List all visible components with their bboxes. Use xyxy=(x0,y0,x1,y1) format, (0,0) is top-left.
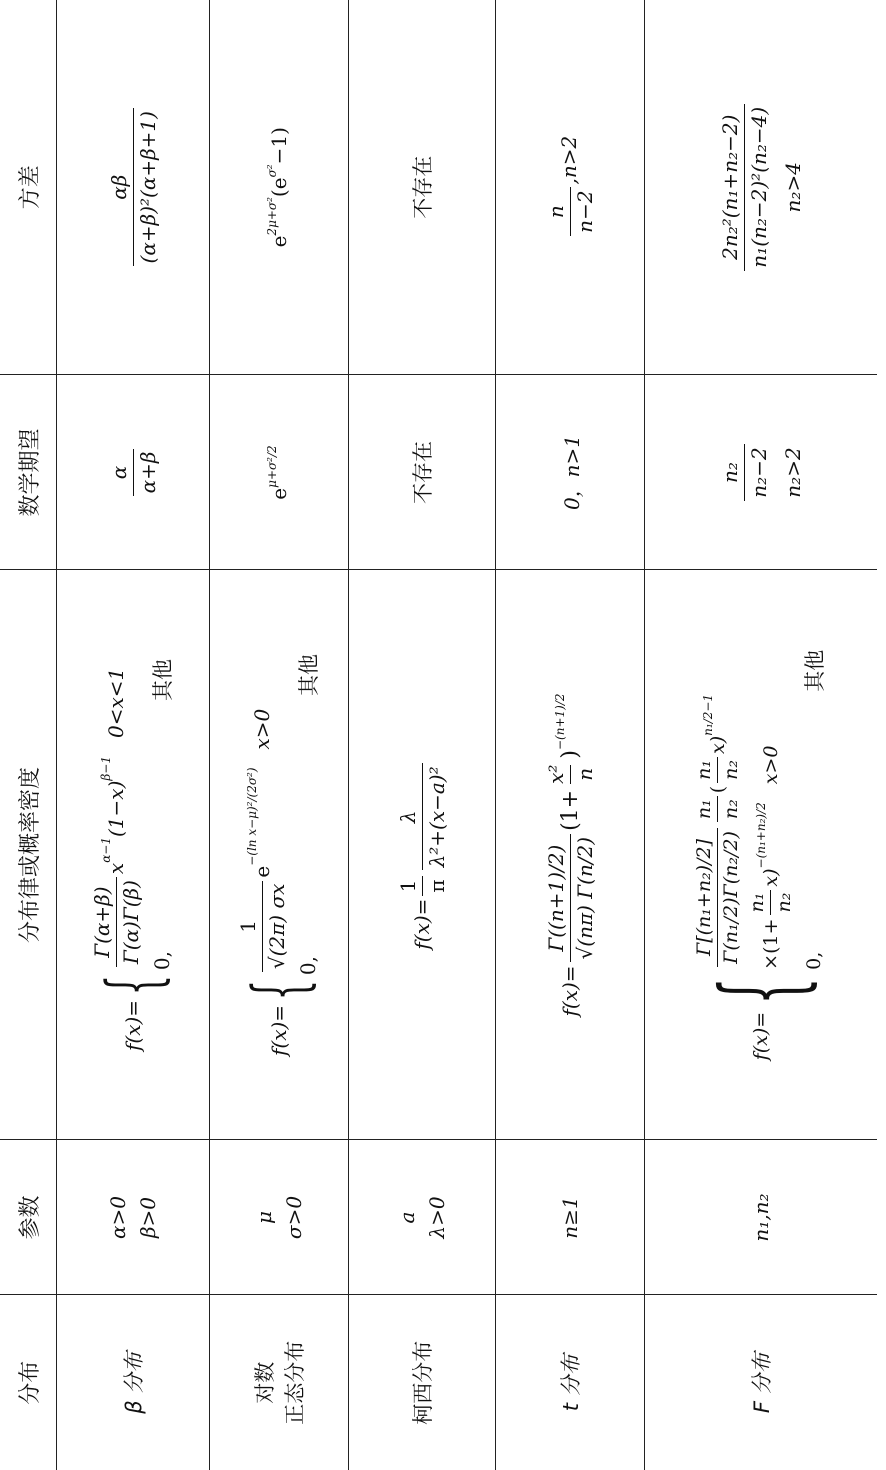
pdf-zero: 0, xyxy=(149,951,174,971)
params-cell xyxy=(57,1140,210,1295)
params-cell xyxy=(496,1140,645,1295)
pdf-cell xyxy=(57,570,210,1140)
coef-den: √(2π) σx xyxy=(262,881,289,973)
pdf-lead: f(x)= xyxy=(750,1011,772,1061)
pdf-zero: 0, xyxy=(295,956,320,976)
var-num: 2n₂²(n₁+n₂−2) xyxy=(717,114,742,260)
coef-den: Γ(α)Γ(β) xyxy=(116,877,143,967)
params-cell xyxy=(210,1140,349,1295)
pdf-cond: x>0 xyxy=(759,745,782,785)
pdf-tail-sup: α−1 xyxy=(99,837,113,863)
param: n₁,n₂ xyxy=(749,1193,773,1242)
mid2-num: n₁ xyxy=(693,759,715,780)
line2-sup: −(n₁+n₂)/2 xyxy=(753,802,768,869)
mean-den: α+β xyxy=(133,449,160,497)
variance-cell xyxy=(496,0,645,375)
pdf-den: λ²+(x−a)² xyxy=(422,763,449,870)
param: n≥1 xyxy=(558,1196,582,1239)
mean-cell: 不存在 xyxy=(349,375,496,570)
mid2-den: n₂ xyxy=(717,757,742,783)
var-sup: 2μ+σ² xyxy=(265,197,279,236)
var-tail: (e xyxy=(267,177,291,198)
mean-cell xyxy=(57,375,210,570)
pdf-other: 其他 xyxy=(803,649,827,692)
coef-num: Γ(α+β) xyxy=(89,886,114,958)
table-row xyxy=(349,0,496,1470)
coef-num: 1 xyxy=(395,879,420,893)
left-brace-icon: { xyxy=(697,976,825,1005)
mean-cond: n₂>2 xyxy=(780,447,805,498)
table-row xyxy=(57,0,210,1470)
var-tail-sup: σ² xyxy=(265,164,279,178)
mean-num: n₂ xyxy=(717,462,742,483)
var-den: n₁(n₂−2)²(n₂−4) xyxy=(744,104,771,271)
header-distribution: 分布 xyxy=(0,1295,57,1470)
var-tail-end: −1) xyxy=(267,127,291,165)
mean-num: α xyxy=(106,465,131,480)
var-den: n−2 xyxy=(570,187,597,235)
pdf-num: λ xyxy=(395,810,420,824)
coef-num: Γ[(n₁+n₂)/2] xyxy=(693,839,715,956)
param: σ>0 xyxy=(282,1195,306,1240)
param: α>0 xyxy=(106,1196,130,1239)
header-mean: 数学期望 xyxy=(0,375,57,570)
pdf-cell xyxy=(496,570,645,1140)
pdf-lead: f(x)= xyxy=(558,965,582,1017)
pdf-zero: 0, xyxy=(803,951,825,970)
header-params: 参数 xyxy=(0,1140,57,1295)
mean-cell: 0，n>1 xyxy=(496,375,645,570)
pdf-cond: x>0 xyxy=(250,708,274,750)
pdf-body-end: ) xyxy=(557,750,583,759)
var-den: (α+β)²(α+β+1) xyxy=(133,108,160,266)
pdf-cell xyxy=(349,570,496,1140)
variance-cell xyxy=(57,0,210,375)
var-num: αβ xyxy=(106,174,131,200)
pdf-lead: f(x)= xyxy=(267,1004,291,1056)
table-row xyxy=(496,0,645,1470)
dist-name: 柯西分布 xyxy=(349,1295,496,1470)
line2-end: x) xyxy=(759,868,782,887)
pdf-tail: e xyxy=(250,865,274,878)
coef-num: 1 xyxy=(235,920,260,933)
pdf-lead: f(x)= xyxy=(410,898,434,950)
pdf-tail: x xyxy=(104,862,128,875)
var-base: e xyxy=(267,235,291,248)
dist-name: t 分布 xyxy=(496,1295,645,1470)
pdf-other: 其他 xyxy=(150,659,175,702)
pdf-other: 其他 xyxy=(296,654,321,697)
dist-name-line1: 对数 xyxy=(253,1361,277,1404)
line2-den: n₂ xyxy=(770,890,795,916)
var-cond: n₂>4 xyxy=(780,162,805,213)
mean-sup: μ+σ²/2 xyxy=(265,445,279,488)
param: μ xyxy=(252,1211,276,1224)
x2-num: x² xyxy=(543,764,568,784)
coef-num: Γ((n+1)/2) xyxy=(543,844,568,952)
coef-den: Γ(n₁/2)Γ(n₂/2) xyxy=(717,828,742,967)
dist-name xyxy=(210,1295,349,1470)
pdf-body: (1+ xyxy=(557,789,583,831)
dist-name: β 分布 xyxy=(57,1295,210,1470)
left-brace-icon: { xyxy=(91,974,175,996)
variance-cell xyxy=(645,0,878,375)
var-cond: ,n>2 xyxy=(556,135,581,185)
header-row xyxy=(0,0,57,1470)
pdf-tail2: (1−x) xyxy=(104,780,128,837)
param: λ>0 xyxy=(425,1196,449,1239)
mean-base: e xyxy=(267,487,291,500)
mean-den: n₂−2 xyxy=(744,444,771,500)
line2-num: n₁ xyxy=(746,892,768,913)
mean-cell xyxy=(645,375,878,570)
pdf-tail-sup: −(ln x−μ)²/(2σ²) xyxy=(245,767,259,866)
variance-cell: 不存在 xyxy=(349,0,496,375)
pdf-cond: 0<x<1 xyxy=(104,667,128,738)
table-row xyxy=(210,0,349,1470)
coef-den: π xyxy=(422,876,449,895)
mid-num: n₁ xyxy=(693,799,715,820)
pdf-cell: f(x)= { Γ[(n₁+n₂)/2] Γ(n₁/2)Γ(n₂/2) n₁ n₂ ( n₁ n₂ x) n₁/2−1 ×(1+ n₁ n₂ x) −(n₁+n₂)/2 x>0 0, 其他 xyxy=(645,570,878,1140)
table-row xyxy=(645,0,878,1470)
param: β>0 xyxy=(136,1196,160,1239)
pdf-sup: −(n+1)/2 xyxy=(553,693,567,750)
dist-name: F 分布 xyxy=(645,1295,878,1470)
pdf-tail2-sup: β−1 xyxy=(99,755,113,781)
pdf-cell xyxy=(210,570,349,1140)
pdf-lead: f(x)= xyxy=(121,999,145,1051)
params-cell xyxy=(645,1140,878,1295)
mid-den: n₂ xyxy=(717,796,742,822)
dist-name-line2: 正态分布 xyxy=(283,1340,307,1425)
x2-den: n xyxy=(570,765,597,784)
pow-sup: n₁/2−1 xyxy=(700,693,715,736)
header-pdf: 分布律或概率密度 xyxy=(0,570,57,1140)
var-num: n xyxy=(543,205,568,219)
params-cell xyxy=(349,1140,496,1295)
param: a xyxy=(395,1211,419,1224)
line2: ×(1+ xyxy=(759,918,782,970)
mean-cell xyxy=(210,375,349,570)
coef-den: √(nπ) Γ(n/2) xyxy=(570,834,597,963)
variance-cell xyxy=(210,0,349,375)
header-variance: 方差 xyxy=(0,0,57,375)
left-brace-icon: { xyxy=(237,979,321,1001)
